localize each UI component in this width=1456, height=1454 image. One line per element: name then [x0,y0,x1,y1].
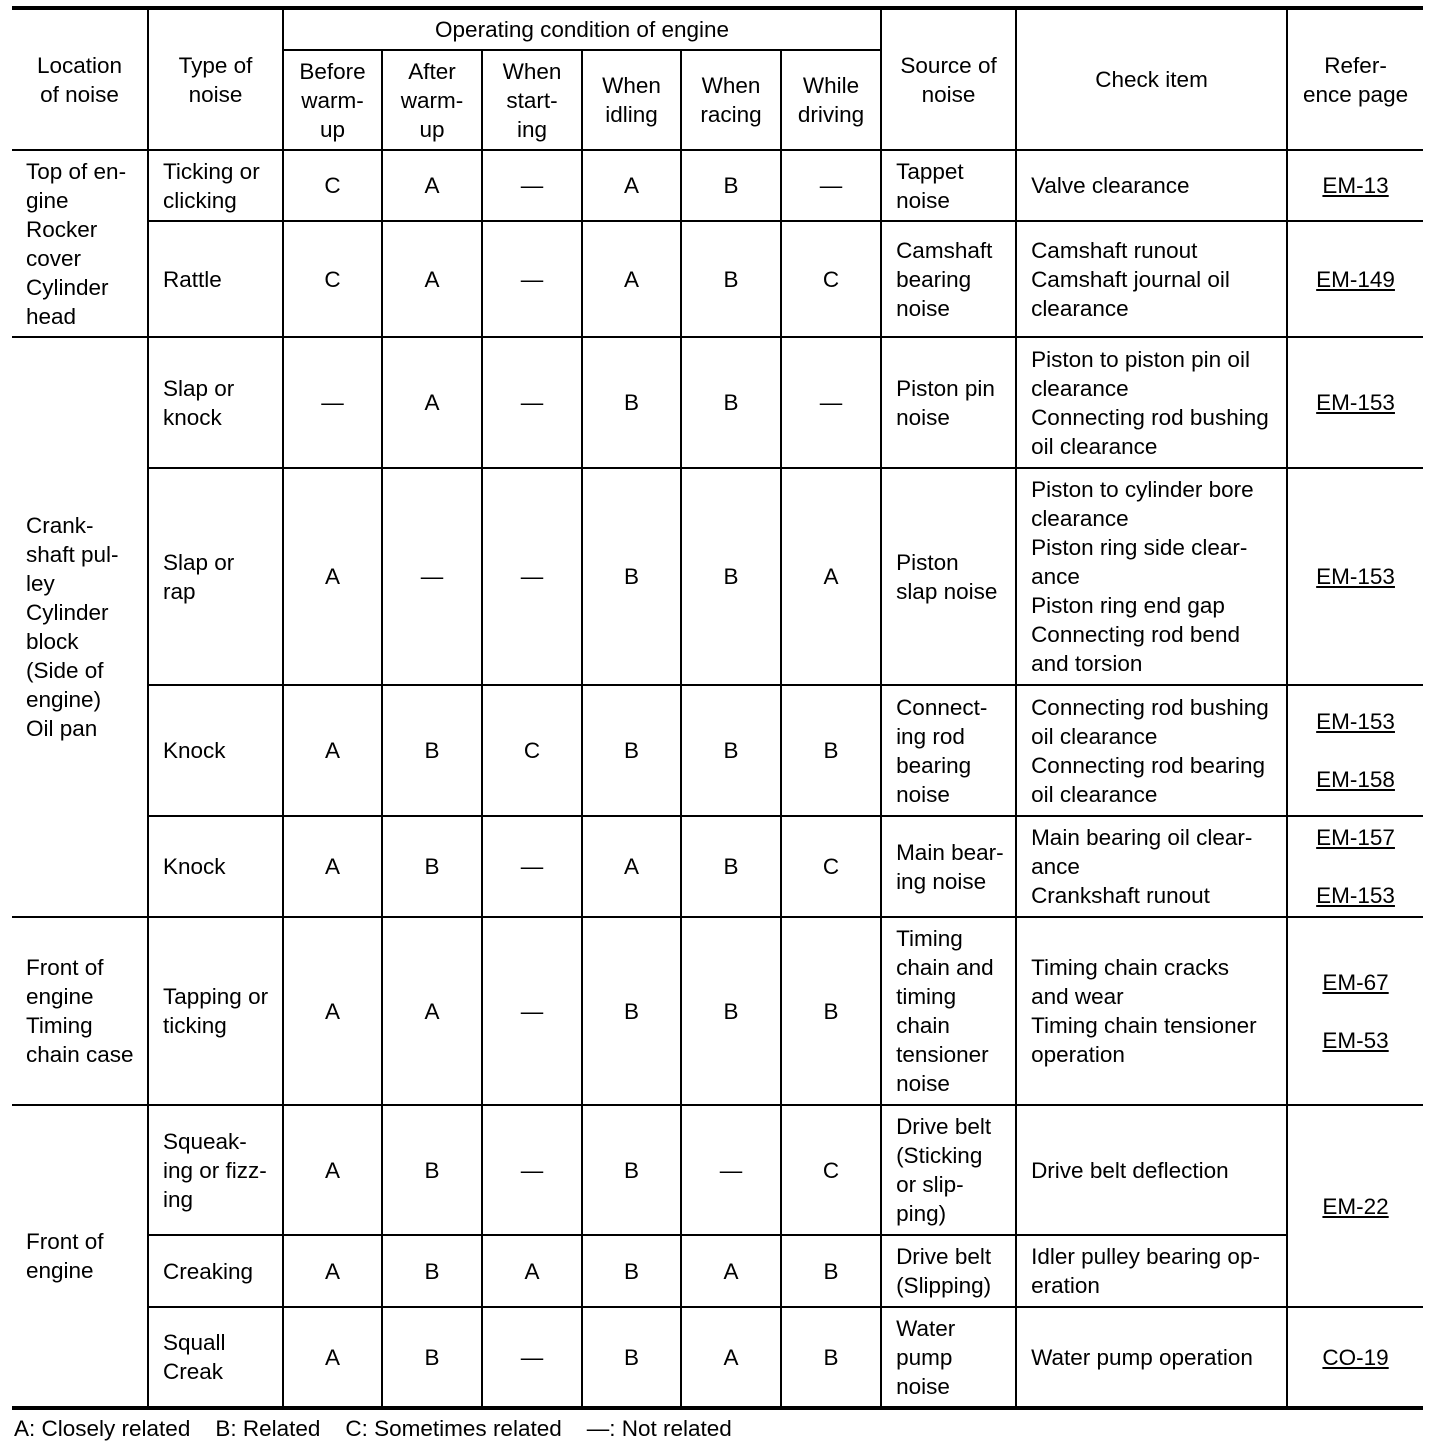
condition-value-cell: B [681,221,781,337]
reference-link[interactable]: EM-153 [1316,390,1395,415]
check-item-cell: Piston to cylinder bore clearance Piston ring side clear- ance Piston ring end gap Connecting rod bend and torsion [1016,468,1287,685]
condition-value-cell: — [781,150,881,221]
condition-value-cell: A [582,150,681,221]
reference-cell [1287,816,1423,917]
noise-type-cell: Squeak- ing or fizz- ing [148,1105,283,1235]
condition-value-cell: B [382,1307,482,1408]
header-condition: While driving [781,50,881,150]
location-cell: Top of en- gine Rocker cover Cylinder head [12,150,148,337]
condition-value-cell: B [582,1105,681,1235]
header-reference-page: Refer- ence page [1287,8,1423,150]
reference-link[interactable]: EM-158 [1316,767,1395,792]
header-type: Type of noise [148,8,283,150]
condition-value-cell: A [283,685,382,816]
reference-link[interactable]: EM-153 [1316,564,1395,589]
location-cell: Front of engine [12,1105,148,1408]
check-item-cell: Main bearing oil clear- ance Crankshaft runout [1016,816,1287,917]
noise-type-cell: Knock [148,685,283,816]
table-row [12,221,1423,337]
condition-value-cell: A [382,221,482,337]
table-row [12,685,1423,816]
condition-value-cell: A [681,1235,781,1307]
condition-value-cell: B [681,150,781,221]
reference-link[interactable]: EM-53 [1322,1027,1389,1053]
reference-link[interactable]: EM-67 [1322,969,1389,995]
condition-value-cell: C [781,221,881,337]
check-item-cell: Drive belt deflection [1016,1105,1287,1235]
noise-source-cell: Piston slap noise [881,468,1016,685]
header-location: Location of noise [12,8,148,150]
noise-source-cell: Main bear- ing noise [881,816,1016,917]
header-condition: When racing [681,50,781,150]
reference-cell [1287,221,1423,337]
table-row [12,337,1423,468]
table-row [12,1307,1423,1408]
table-row [12,150,1423,221]
location-cell: Front of engine Timing chain case [12,917,148,1105]
noise-source-cell: Drive belt (Sticking or slip- ping) [881,1105,1016,1235]
noise-type-cell: Tapping or ticking [148,917,283,1105]
condition-value-cell: A [781,468,881,685]
reference-cell [1287,917,1423,1105]
condition-value-cell: B [681,816,781,917]
reference-link[interactable]: EM-157 [1316,825,1395,850]
reference-cell [1287,685,1423,816]
condition-value-cell: A [283,1235,382,1307]
reference-cell [1287,468,1423,685]
noise-source-cell: Tappet noise [881,150,1016,221]
table-row [12,1105,1423,1235]
condition-value-cell: — [482,221,582,337]
reference-cell [1287,150,1423,221]
header-condition: When start- ing [482,50,582,150]
condition-value-cell: A [382,337,482,468]
condition-value-cell: B [681,685,781,816]
check-item-cell: Timing chain cracks and wear Timing chain tensioner operation [1016,917,1287,1105]
noise-diagnosis-table [12,6,1423,1410]
reference-link[interactable]: EM-149 [1316,266,1395,292]
check-item-cell: Camshaft runout Camshaft journal oil clearance [1016,221,1287,337]
noise-source-cell: Drive belt (Slipping) [881,1235,1016,1307]
condition-value-cell: B [582,337,681,468]
condition-value-cell: A [283,1307,382,1408]
noise-source-cell: Water pump noise [881,1307,1016,1408]
reference-link[interactable]: EM-22 [1322,1193,1389,1219]
check-item-cell: Water pump operation [1016,1307,1287,1408]
condition-value-cell: B [382,816,482,917]
reference-link[interactable]: EM-153 [1316,709,1395,734]
condition-value-cell: B [781,1307,881,1408]
reference-link[interactable]: EM-13 [1322,173,1389,198]
condition-value-cell: — [283,337,382,468]
condition-value-cell: — [781,337,881,468]
condition-value-cell: — [681,1105,781,1235]
legend: A: Closely related B: Related C: Sometimes related —: Not related [14,1416,732,1441]
condition-value-cell: — [482,337,582,468]
condition-value-cell: C [482,685,582,816]
condition-value-cell: C [781,816,881,917]
condition-value-cell: — [482,150,582,221]
reference-cell [1287,337,1423,468]
check-item-cell: Idler pulley bearing op- eration [1016,1235,1287,1307]
condition-value-cell: A [283,917,382,1105]
condition-value-cell: B [582,1307,681,1408]
condition-value-cell: B [681,337,781,468]
condition-value-cell: B [582,685,681,816]
noise-source-cell: Connect- ing rod bearing noise [881,685,1016,816]
condition-value-cell: B [681,917,781,1105]
condition-value-cell: — [482,816,582,917]
table-row [12,816,1423,917]
table-body [12,150,1423,1408]
noise-type-cell: Squall Creak [148,1307,283,1408]
header-source: Source of noise [881,8,1016,150]
condition-value-cell: A [283,816,382,917]
condition-value-cell: A [283,1105,382,1235]
header-condition: When idling [582,50,681,150]
check-item-cell: Piston to piston pin oil clearance Connecting rod bushing oil clearance [1016,337,1287,468]
reference-link[interactable]: CO-19 [1322,1344,1389,1370]
condition-value-cell: A [582,816,681,917]
reference-link[interactable]: EM-153 [1316,883,1395,908]
condition-value-cell: — [482,1105,582,1235]
reference-cell [1287,1105,1423,1307]
condition-value-cell: — [382,468,482,685]
check-item-cell: Valve clearance [1016,150,1287,221]
condition-value-cell: — [482,917,582,1105]
condition-value-cell: C [283,150,382,221]
noise-source-cell: Timing chain and timing chain tensioner noise [881,917,1016,1105]
condition-value-cell: A [582,221,681,337]
table-row [12,1235,1423,1307]
condition-value-cell: B [382,1235,482,1307]
noise-type-cell: Slap or rap [148,468,283,685]
condition-value-cell: — [482,468,582,685]
table-row [12,917,1423,1105]
header-operating-condition: Operating condition of engine [283,8,881,50]
condition-value-cell: C [283,221,382,337]
table-row [12,468,1423,685]
condition-value-cell: A [482,1235,582,1307]
condition-value-cell: B [382,685,482,816]
condition-value-cell: A [681,1307,781,1408]
condition-value-cell: A [283,468,382,685]
check-item-cell: Connecting rod bushing oil clearance Connecting rod bearing oil clearance [1016,685,1287,816]
header-check-item: Check item [1016,8,1287,150]
noise-type-cell: Ticking or clicking [148,150,283,221]
condition-value-cell: B [781,917,881,1105]
noise-type-cell: Rattle [148,221,283,337]
condition-value-cell: B [681,468,781,685]
location-cell: Crank- shaft pul- ley Cylinder block (Side of engine) Oil pan [12,337,148,917]
condition-value-cell: B [582,917,681,1105]
noise-type-cell: Knock [148,816,283,917]
condition-value-cell: B [781,685,881,816]
condition-value-cell: C [781,1105,881,1235]
condition-value-cell: A [382,917,482,1105]
condition-value-cell: A [382,150,482,221]
reference-cell [1287,1307,1423,1408]
header-condition: Before warm- up [283,50,382,150]
condition-value-cell: B [582,468,681,685]
noise-type-cell: Creaking [148,1235,283,1307]
condition-value-cell: B [582,1235,681,1307]
condition-value-cell: B [382,1105,482,1235]
noise-source-cell: Camshaft bearing noise [881,221,1016,337]
header-condition: After warm- up [382,50,482,150]
condition-value-cell: — [482,1307,582,1408]
condition-value-cell: B [781,1235,881,1307]
noise-type-cell: Slap or knock [148,337,283,468]
noise-source-cell: Piston pin noise [881,337,1016,468]
